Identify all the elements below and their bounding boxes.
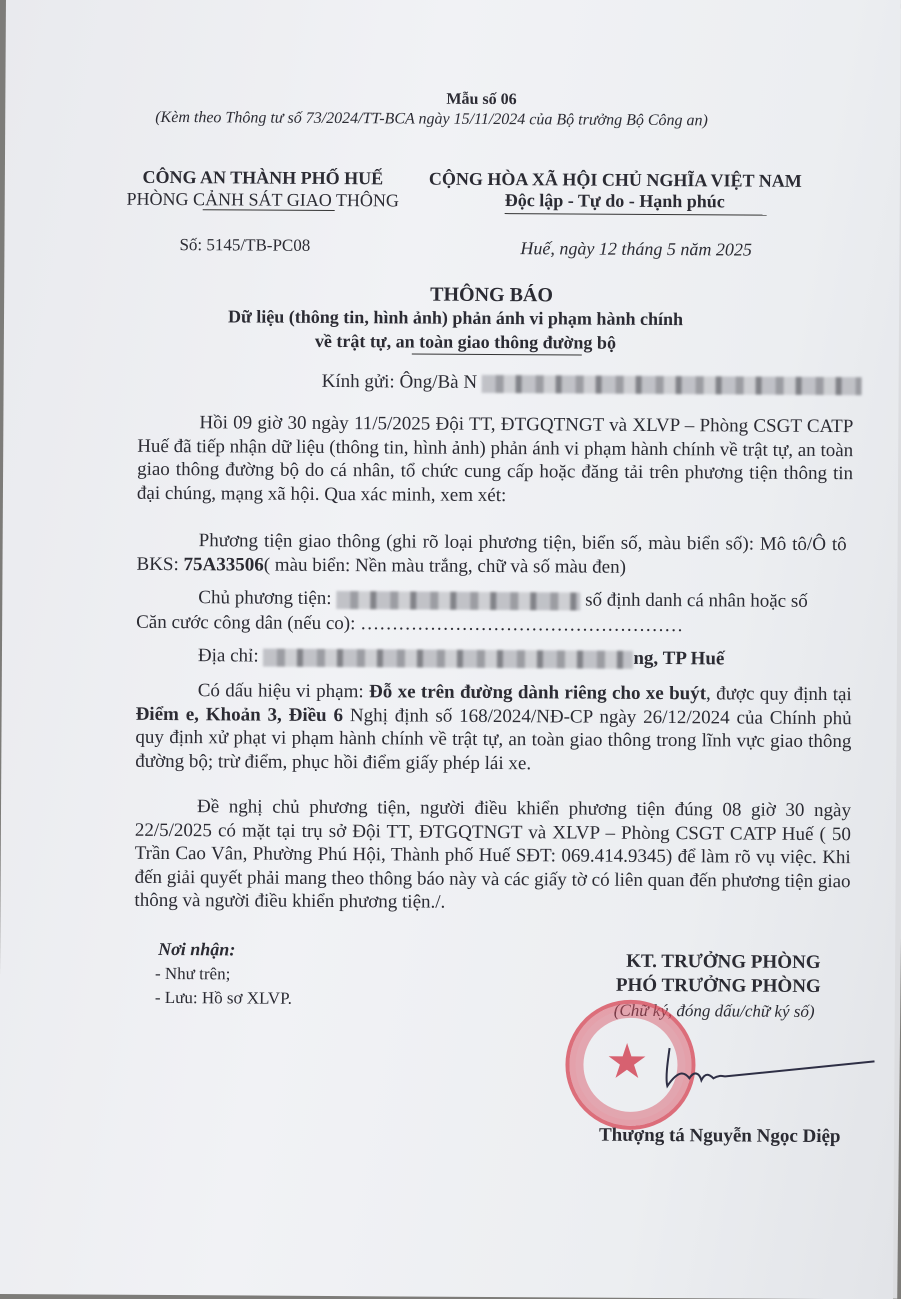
request-paragraph: Đề nghị chủ phương tiện, người điều khiển phương tiện đúng 08 giờ 30 ngày 22/5/2025 có mặt tại trụ sở Đội TT, ĐTGQTNGT và XLVP – Phòng CSGT CATP Huế ( 50 Trần Cao Vân, Phường Phú Hội, Thành phố Huế SĐT: 069.414.9345) để làm rõ vụ việc. Khi đến giải quyết phải mang theo thông báo này và các giấy tờ có liên quan đến phương tiện giao thông và người điều khiển phương tiện./. bbox=[134, 796, 852, 913]
owner-label: Chủ phương tiện: bbox=[198, 587, 337, 610]
redacted-address bbox=[263, 648, 633, 668]
recipient-line bbox=[322, 371, 862, 396]
agency-underline bbox=[203, 209, 335, 211]
intro-paragraph: Hồi 09 giờ 30 ngày 11/5/2025 Đội TT, ĐTGQTNGT và XLVP – Phòng CSGT CATP Huế đã tiếp nhận dữ liệu (thông tin, hình ảnh) phản ánh vi phạm hành chính về trật tự, an toàn giao thông đường bộ do cá nhân, tổ chức cung cấp hoặc đăng tải trên phương tiện thông tin đại chúng, mạng xã hội. Qua xác minh, xem xét: bbox=[136, 412, 854, 506]
violation-description: Đỗ xe trên đường dành riêng cho xe buýt bbox=[368, 681, 707, 705]
national-motto: Độc lập - Tự do - Hạnh phúc bbox=[504, 190, 725, 212]
address-label: Địa chỉ: bbox=[197, 645, 264, 667]
vehicle-prefix: Phương tiện giao thông (ghi rõ loại phương tiện, biển số, màu biển số): Mô tô/Ô tô BKS: bbox=[136, 530, 847, 575]
handwritten-signature bbox=[639, 1038, 889, 1100]
legal-clause: Điểm e, Khoản 3, Điều 6 bbox=[135, 703, 344, 726]
sign-title-1: KT. TRƯỞNG PHÒNG bbox=[626, 950, 821, 973]
place-date: Huế, ngày 12 tháng 5 năm 2025 bbox=[520, 238, 752, 260]
recipient-item: - Lưu: Hồ sơ XLVP. bbox=[154, 987, 292, 1008]
redacted-name bbox=[482, 375, 862, 395]
license-plate: 75A33506 bbox=[183, 553, 264, 576]
violation-paragraph bbox=[135, 679, 852, 777]
recipient-label: Kính gửi: Ông/Bà N bbox=[321, 370, 478, 393]
owner-line bbox=[198, 587, 808, 613]
address-end: ng, TP Huế bbox=[633, 647, 725, 670]
seal-star-icon: ★ bbox=[605, 1035, 649, 1089]
form-reference: (Kèm theo Thông tư số 73/2024/TT-BCA ngày 15/11/2024 của Bộ trưởng Bộ Công an) bbox=[155, 108, 708, 130]
notice-subtitle-2: về trật tự, an toàn giao thông đường bộ bbox=[314, 330, 617, 353]
nation-title: CỘNG HÒA XÃ HỘI CHỦ NGHĨA VIỆT NAM bbox=[428, 168, 802, 191]
owner-suffix: số định danh cá nhân hoặc số bbox=[585, 589, 808, 612]
title-underline bbox=[412, 353, 582, 355]
sign-title-2: PHÓ TRƯỞNG PHÒNG bbox=[615, 974, 821, 997]
document-number: Số: 5145/TB-PC08 bbox=[179, 235, 311, 255]
redacted-owner bbox=[336, 591, 580, 610]
vehicle-paragraph bbox=[136, 529, 846, 580]
violation-mid: , được quy định tại bbox=[706, 683, 852, 706]
agency-department: PHÒNG CẢNH SÁT GIAO THÔNG bbox=[126, 188, 399, 211]
notice-title: THÔNG BÁO bbox=[430, 283, 554, 307]
address-line bbox=[198, 645, 725, 670]
sign-note: (Chữ ký, đóng dấu/chữ ký số) bbox=[613, 1000, 815, 1021]
violation-rest: Nghị định số 168/2024/NĐ-CP ngày 26/12/2024 của Chính phủ quy định xử phạt vi phạm hành chính về trật tự, an toàn giao thông trong lĩnh vực giao thông đường bộ; trừ điểm, phục hồi điểm giấy phép lái xe. bbox=[135, 704, 852, 774]
signer-name: Thượng tá Nguyễn Ngọc Diệp bbox=[598, 1124, 841, 1148]
form-number: Mẫu số 06 bbox=[446, 90, 517, 109]
agency-name: CÔNG AN THÀNH PHỐ HUẾ bbox=[142, 166, 384, 189]
violation-prefix: Có dấu hiệu vi phạm: bbox=[197, 680, 370, 703]
id-card-line: Căn cước công dân (nếu co): …………………………………………… bbox=[136, 611, 684, 637]
motto-underline bbox=[505, 213, 767, 216]
vehicle-suffix: ( màu biển: Nền màu trắng, chữ và số màu đen) bbox=[263, 554, 627, 578]
recipients-title: Nơi nhận: bbox=[158, 938, 236, 960]
recipient-item: - Như trên; bbox=[154, 963, 231, 984]
notice-subtitle-1: Dữ liệu (thông tin, hình ảnh) phản ánh vi phạm hành chính bbox=[227, 306, 684, 330]
